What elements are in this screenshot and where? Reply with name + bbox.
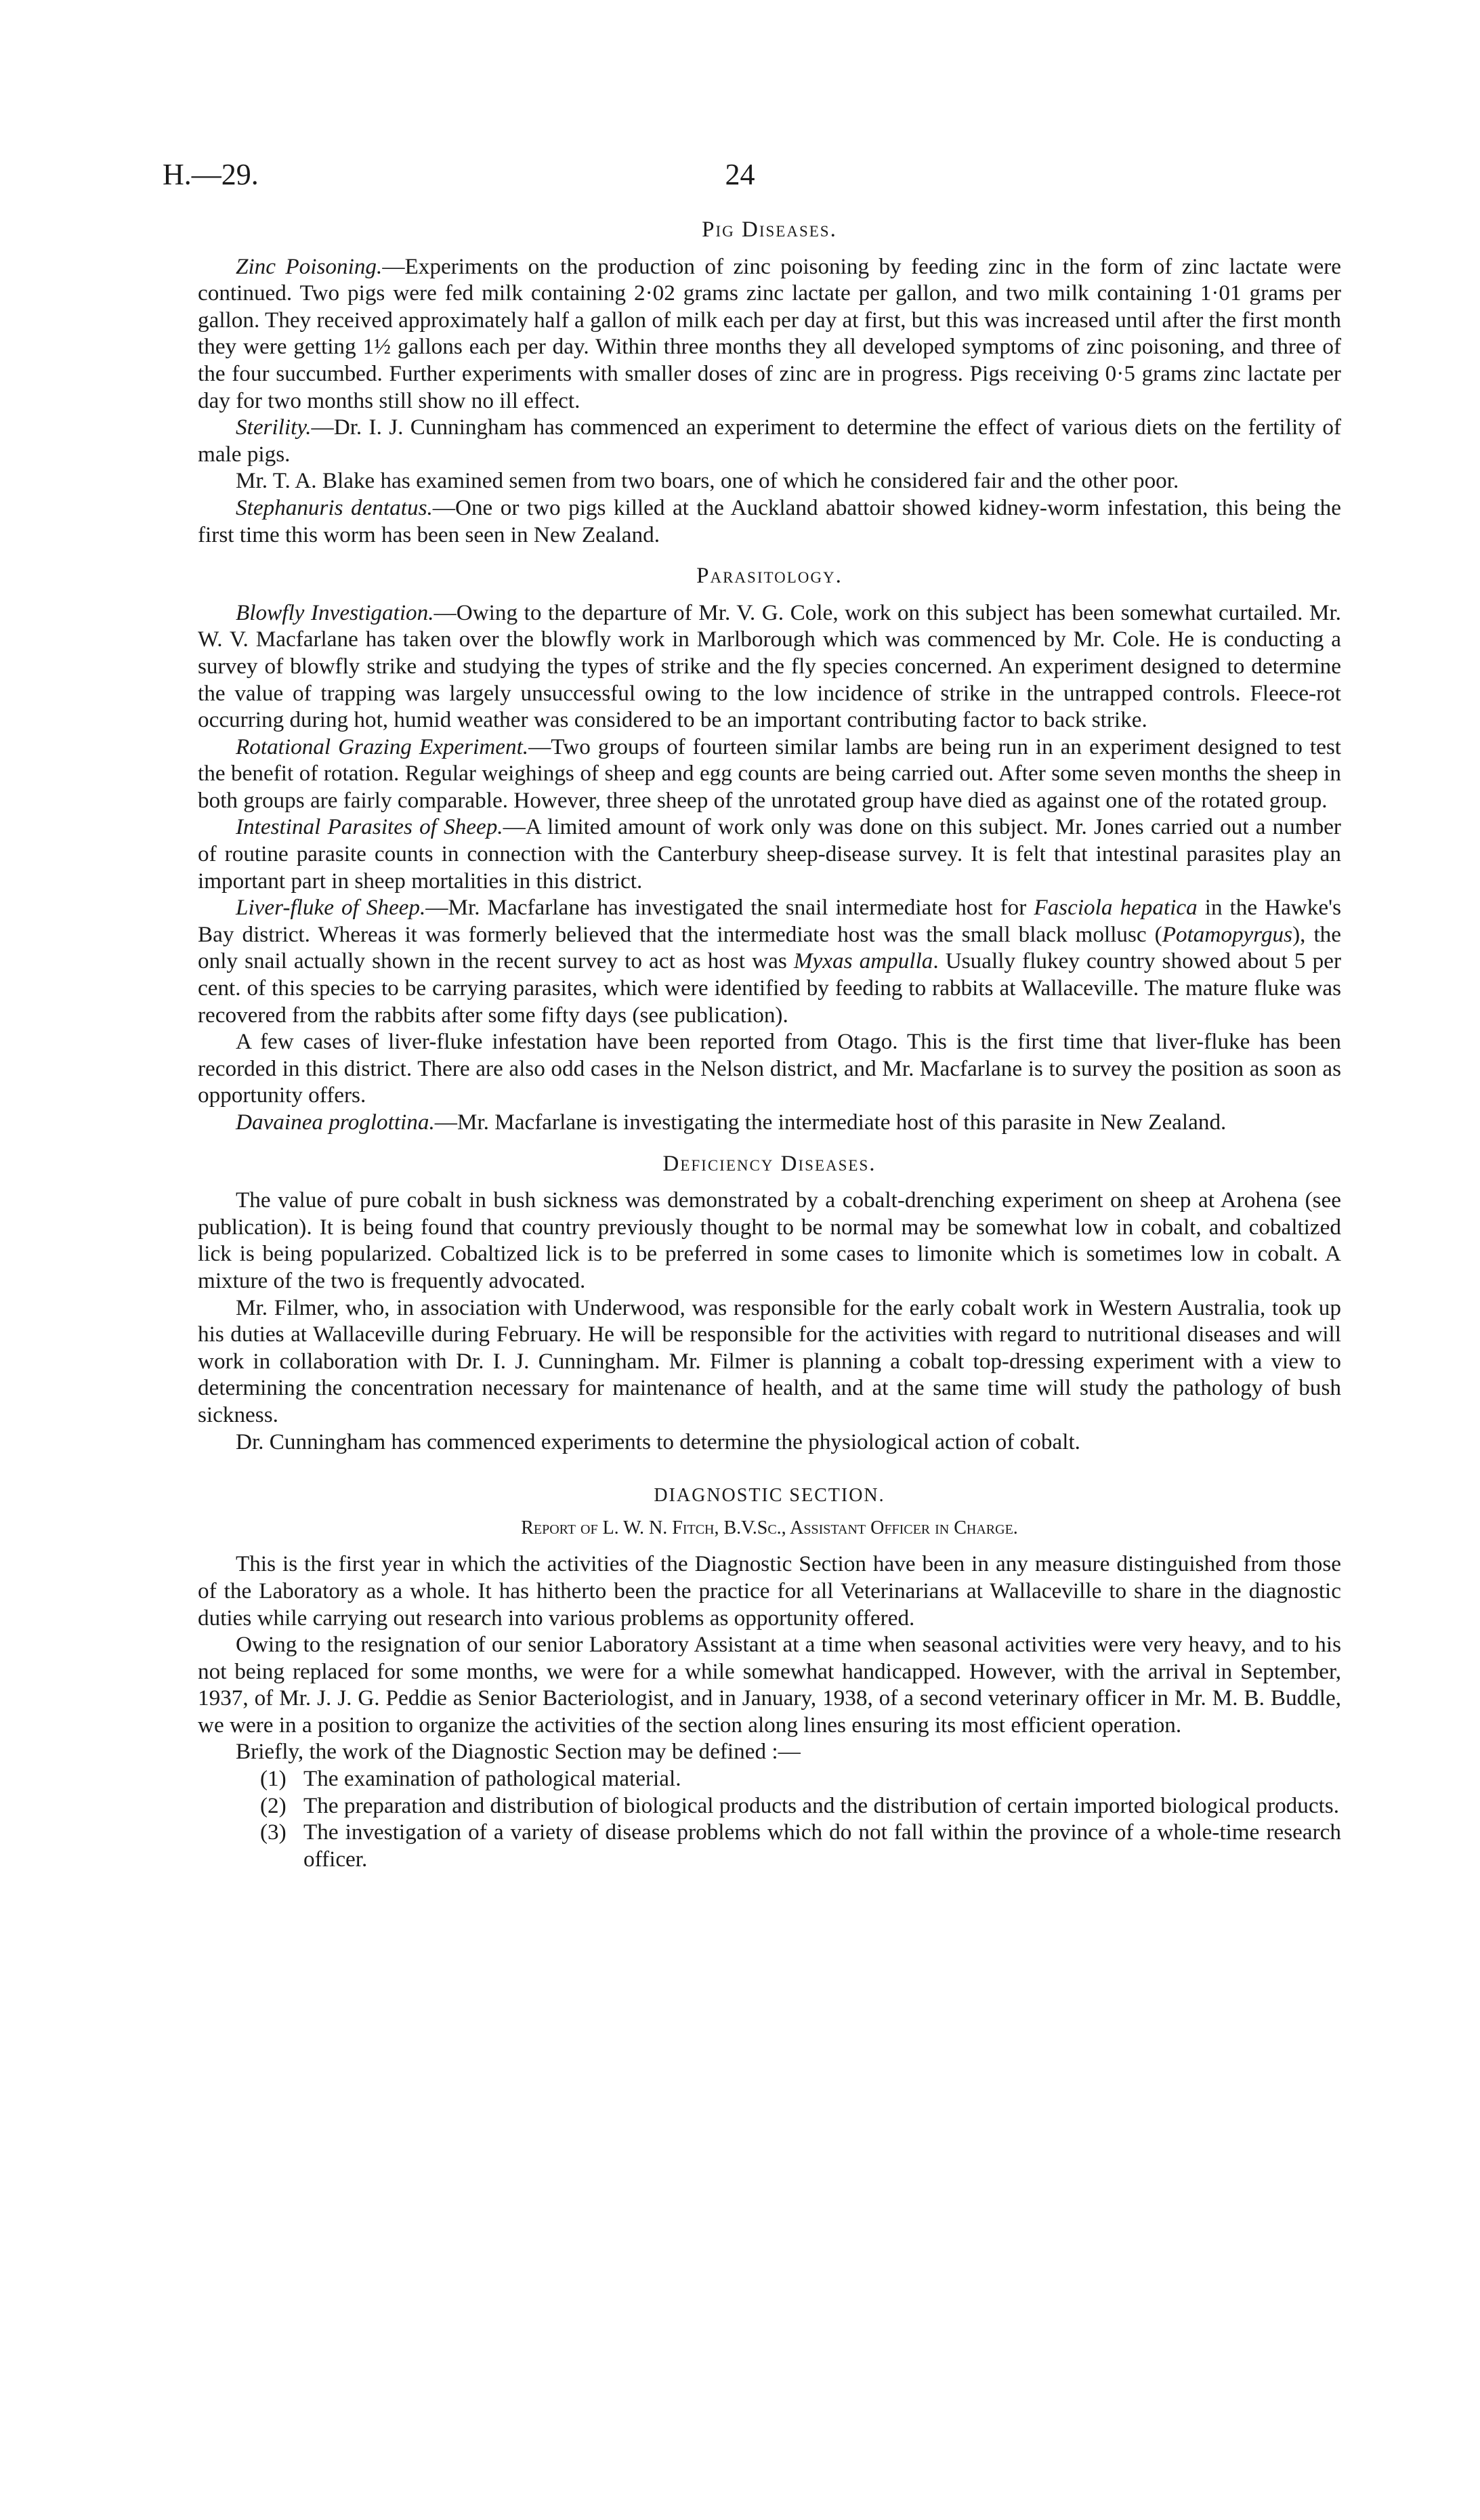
paragraph-filmer: Mr. Filmer, who, in association with Underwood, was responsible for the early cobalt work in Western Australia, took up his duties at Wallaceville during February. He will be responsible for the activities with regard to nutritional diseases and will work in collaboration with Dr. I. J. Cunningham. Mr. Filmer is planning a cobalt top-dressing experiment with a view to determining the concentration necessary for maintenance of health, and at the same time will study the pathology of bush sickness. [198, 1295, 1341, 1427]
paragraph-blake-semen: Mr. T. A. Blake has examined semen from two boars, one of which he considered fair and the other poor. [236, 468, 1179, 494]
paragraph-otago-fluke: A few cases of liver-fluke infestation have been reported from Otago. This is the first time that liver-fluke has been recorded in this district. There are also odd cases in the Nelson district, and Mr. Macfarlane is to survey the position as soon as opportunity offers. [198, 1029, 1341, 1108]
report-byline: Report of L. W. N. Fitch, B.V.Sc., Assistant Officer in Charge. [521, 1517, 1018, 1538]
list-item [260, 1765, 1341, 1792]
paragraph-lead: Blowfly Investigation. [236, 600, 434, 625]
paragraph-lead: Stephanuris dentatus. [236, 495, 433, 520]
paragraph-text: —Experiments on the production of zinc poisoning by feeding zinc in the form of zinc lactate were continued. Two pigs were fed milk containing 2·02 grams zinc lactate per gallon, and two milk containing 1·01 grams per gallon. They received approximately half a gallon of milk each per day at first, but this was increased until after the first month they were getting 1½ gallons each per day. Within three months they all developed symptoms of zinc poisoning, and three of the four succumbed. Further experiments with smaller doses of zinc are in progress. Pigs receiving 0·5 grams zinc lactate per day for two months still show no ill effect. [198, 253, 1341, 413]
paragraph-text: ), the only snail actually shown in the recent survey to act as host was [198, 921, 1341, 974]
list-item [260, 1792, 1341, 1820]
paragraph-text: —Two groups of fourteen similar lambs are being run in an experiment designed to test the benefit of rotation. Regular weighings of sheep and egg counts are being carried out. After some seven months the sheep in both groups are fairly comparable. However, three sheep of the unrotated group have died as against one of the rotated group. [198, 734, 1341, 813]
species-name: Potamopyrgus [1162, 921, 1293, 947]
paragraph-rotational-grazing [198, 734, 1341, 814]
species-name: Fasciola hepatica [1034, 895, 1198, 921]
paragraph-diagnostic-defined: Briefly, the work of the Diagnostic Section may be defined :— [236, 1739, 801, 1765]
paragraph-lead: Davainea proglottina. [236, 1110, 435, 1135]
paragraph-lead: Intestinal Parasites of Sheep. [236, 814, 503, 840]
page-number: 24 [725, 158, 755, 191]
page-body [198, 217, 1341, 1872]
section-heading-deficiency-diseases: Deficiency Diseases. [662, 1151, 876, 1176]
paragraph-cunningham-cobalt: Dr. Cunningham has commenced experiments to determine the physiological action of cobalt. [236, 1429, 1080, 1454]
paragraph-text: —Mr. Macfarlane has investigated the snail intermediate host for [425, 895, 1034, 921]
paragraph-sterility [198, 414, 1341, 467]
paragraph-text: in the Hawke's Bay district. Whereas it was formerly believed that the intermediate host was the small black mollusc ( [198, 895, 1341, 947]
species-name: Myxas ampulla [793, 948, 933, 974]
paragraph-stephanuris [198, 495, 1341, 548]
paragraph-lead: Sterility. [236, 415, 312, 440]
paragraph-diagnostic-staffing: Owing to the resignation of our senior Laboratory Assistant at a time when seasonal activities were very heavy, and to his not being replaced for some months, we were for a while somewhat handicapped. However, with the arrival in September, 1937, of Mr. J. J. G. Peddie as Senior Bacteriologist, and in January, 1938, of a second veterinary officer in Mr. M. B. Buddle, we were in a position to organize the activities of the section along lines ensuring its most efficient operation. [198, 1632, 1341, 1738]
page-header [163, 157, 1317, 198]
paragraph-text: —A limited amount of work only was done on this subject. Mr. Jones carried out a number of routine parasite counts in connection with the Canterbury sheep-disease survey. It is felt that intestinal parasites play an important part in sheep mortalities in this district. [198, 814, 1341, 894]
paragraph-cobalt-value: The value of pure cobalt in bush sickness was demonstrated by a cobalt-drenching experiment on sheep at Arohena (see publication). It is being found that country previously thought to be normal may be somewhat low in cobalt, and cobaltized lick is being popularized. Cobaltized lick is to be preferred in some cases to limonite which is sometimes low in cobalt. A mixture of the two is frequently advocated. [198, 1188, 1341, 1293]
paragraph-lead: Liver-fluke of Sheep. [236, 895, 426, 921]
paragraph-text: —Dr. I. J. Cunningham has commenced an experiment to determine the effect of various diets on the fertility of male pigs. [198, 415, 1341, 467]
diagnostic-duties-list [198, 1765, 1341, 1872]
section-heading-pig-diseases: Pig Diseases. [702, 217, 837, 242]
paragraph-zinc-poisoning [198, 253, 1341, 415]
list-item-text: The preparation and distribution of biological products and the distribution of certain imported biological products. [303, 1792, 1340, 1818]
paragraph-text: —Owing to the departure of Mr. V. G. Cole, work on this subject has been somewhat curtailed. Mr. W. V. Macfarlane has taken over the blowfly work in Marlborough which was commenced by Mr. Cole. He is conducting a survey of blowfly strike and studying the types of strike and the fly species concerned. An experiment designed to determine the value of trapping was largely unsuccessful owing to the low incidence of strike in the untrapped controls. Fleece-rot occurring during hot, humid weather was considered to be an important contributing factor to back strike. [198, 600, 1341, 733]
document-reference: H.—29. [163, 158, 259, 191]
list-item-number: (2) [260, 1792, 287, 1818]
paragraph-lead: Rotational Grazing Experiment. [236, 734, 529, 759]
paragraph-blowfly [198, 600, 1341, 734]
list-item [260, 1819, 1341, 1872]
paragraph-text: —One or two pigs killed at the Auckland abattoir showed kidney-worm infestation, this being the first time this worm has been seen in New Zealand. [198, 495, 1341, 547]
paragraph-lead: Zinc Poisoning. [236, 253, 383, 279]
paragraph-davainea [198, 1109, 1341, 1136]
list-item-text: The examination of pathological material. [303, 1766, 681, 1792]
section-heading-parasitology: Parasitology. [696, 564, 843, 589]
list-item-number: (1) [260, 1766, 287, 1792]
section-heading-diagnostic: DIAGNOSTIC SECTION. [654, 1485, 885, 1507]
paragraph-text: . Usually flukey country showed about 5 per cent. of this species to be carrying parasites, which were identified by feeding to rabbits at Wallaceville. The mature fluke was recovered from the rabbits after some fifty days (see publication). [198, 948, 1341, 1028]
paragraph-text: —Mr. Macfarlane is investigating the intermediate host of this parasite in New Zealand. [434, 1110, 1227, 1135]
paragraph-diagnostic-first-year: This is the first year in which the activities of the Diagnostic Section have been in any measure distinguished from those of the Laboratory as a whole. It has hitherto been the practice for all Veterinarians at Wallaceville to share in the diagnostic duties while carrying out research into various problems as opportunity offered. [198, 1551, 1341, 1631]
paragraph-liver-fluke [198, 894, 1341, 1028]
list-item-text: The investigation of a variety of disease problems which do not fall within the province of a whole-time research officer. [303, 1820, 1341, 1872]
paragraph-intestinal-parasites [198, 814, 1341, 894]
list-item-number: (3) [260, 1820, 287, 1845]
